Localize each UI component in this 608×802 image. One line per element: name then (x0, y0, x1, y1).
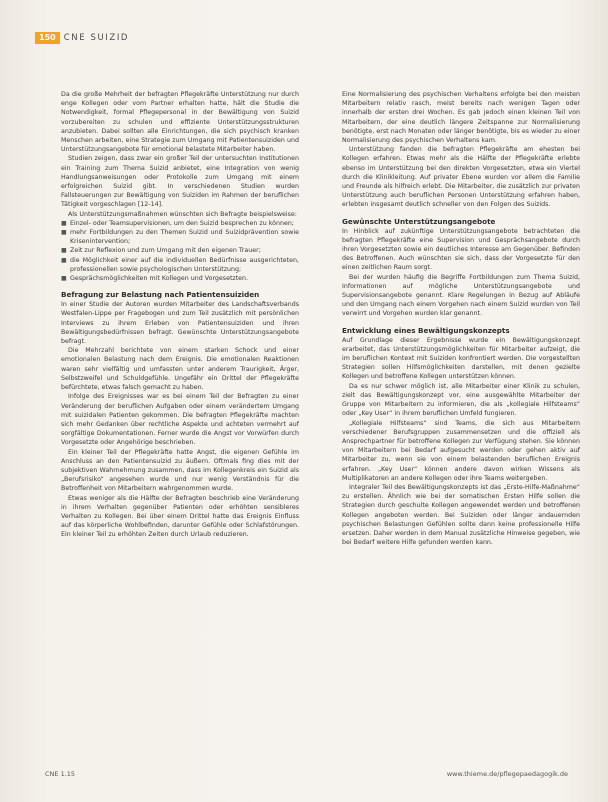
page-header (35, 31, 129, 44)
paragraph: In Hinblick auf zukünftige Unterstützungsangebote betrachteten die befragten Pflegekräfte eine Supervision und Gesprächsangebote durch ihren Vorgesetzten sowie ein deutliches Interesse am Gegenüber. Befinden des Betroffenen. Auch wünschten sie sich, dass der Vorgesetzte für den einen zeitlichen Raum sorgt. (342, 227, 580, 272)
list-item: ■ die Möglichkeit einer auf die individuellen Bedürfnisse ausgerichteten, professionellen sowie psychologischen Unterstützung; (61, 256, 299, 273)
page-footer (45, 770, 568, 778)
footer-left: CNE 1.15 (45, 770, 76, 778)
paragraph: Als Unterstützungsmaßnahmen wünschten sich Befragte beispielsweise: (68, 210, 297, 218)
paragraph: Studien zeigen, dass zwar ein großer Teil der untersuchten Institutionen ein Training zum Thema Suizid anbietet, eine Integration von wenig Handlungsanweisungen oder Protokolle zum Umgang mit einem erfolgreichen Suizid gibt. In verschiedenen Studien wurden Fallsteuerungen zur Bewältigung von Suiziden im Rahmen der beruflichen Tätigkeit vorgeschlagen [12-14]. (61, 155, 299, 209)
paragraph: Infolge des Ereignisses war es bei einem Teil der Befragten zu einer Veränderung der beruflichen Aufgaben oder einem verändertem Umgang mit suizidalen Patienten gekommen. Die befragten Pflegekräfte machten sich mehr Gedanken über rechtliche Aspekte und achteten vermehrt auf sorgfältige Dokumentationen. Ferner wurde die Angst vor Vorwürfen durch Vorgesetzte oder Angehörige beschrieben. (61, 393, 299, 447)
list-item: ■ Einzel- oder Teamsupervisionen, um den Suizid besprechen zu können; (61, 219, 294, 227)
right-column (342, 90, 580, 547)
page-number-badge: 150 (35, 32, 60, 44)
bullet-list (61, 219, 299, 283)
list-item: ■ mehr Fortbildungen zu den Themen Suizid und Suizidprävention sowie Krisenintervention; (61, 229, 299, 246)
paragraph: Da die große Mehrheit der befragten Pflegekräfte Unterstützung nur durch enge Kollegen oder vom Partner erhalten hatte, hält die Studie die Notwendigkeit, formal Pflegepersonal in der Bewältigung von Suizid vorzubereiten zu schulen und effiziente Unterstützungsstrukturen anzubieten. Dabei sollten alle Einrichtungen, die sich psychisch kranken Menschen arbeiten, eine Strategie zum Umgang mit Patientensuiziden und Unterstützungsangebote für emotional belastete Mitarbeiter haben. (61, 91, 299, 154)
list-item: ■ Gesprächsmöglichkeiten mit Kollegen und Vorgesetzten. (61, 275, 249, 283)
paragraph: Integraler Teil des Bewältigungskonzepts ist das „Erste-Hilfe-Maßnahme“ zu erstellen. Ähnlich wie bei der somatischen Ersten Hilfe sollen die Strategien durch geschulte Kollegen angewendet werden und betroffenen Kollegen angeboten werden. Bei Suiziden oder länger andauernden psychischen Belastungen Gefühlen sollte dann keine professionelle Hilfe ersetzen. Daher werden in dem Manual zusätzliche Hinweise gegeben, wie bei Bedarf weitere Hilfe gefunden werden kann. (342, 483, 580, 547)
footer-url: www.thieme.de/pflegepaedagogik.de (446, 770, 568, 778)
section-heading: Entwicklung eines Bewältigungskonzepts (342, 325, 510, 335)
paragraph: Ein kleiner Teil der Pflegekräfte hatte Angst, die eigenen Gefühle im Anschluss an den Patientensuizid zu äußern. Oftmals fing dies mit der subjektiven Wahrnehmung zusammen, dass im Kollegenkreis ein Suizid als „Berufsrisiko“ angesehen wurde und nur wenig Verständnis für die Betroffenheit von Mitarbeitern wahrgenommen wurde. (61, 448, 299, 493)
bullet-icon: ■ (61, 275, 67, 283)
bullet-icon: ■ (61, 256, 67, 264)
running-head: CNE SUIZID (63, 32, 130, 43)
bullet-icon: ■ (61, 247, 67, 255)
paragraph: Auf Grundlage dieser Ergebnisse wurde ein Bewältigungskonzept erarbeitet, das Unterstützungsmöglichkeiten für Mitarbeiter aufzeigt, die im beruflichen Kontext mit Suiziden konfrontiert werden. Die vorgestellten Strategien sollen Hilfsmöglichkeiten darstellen, mit denen gezielte Kollegen und betroffene Kollegen unterstützen können. (342, 336, 580, 381)
paragraph: Unterstützung fanden die befragten Pflegekräfte am ehesten bei Kollegen erfahren. Etwas mehr als die Hälfte der Pflegekräfte erlebte ebenso im Unterstützung bei den direkten Vorgesetzten, etwa ein Viertel durch die Klinikleitung. Auf privater Ebene wurden vor allem die Familie und Freunde als hilfreich erlebt. Die Mitarbeiter, die zusätzlich zur privaten Unterstützung auch beruflichen Personen Unterstützung erfahren haben, erlebten insgesamt deutlich schneller von den Folgen des Suizids. (342, 146, 580, 209)
bullet-icon: ■ (61, 229, 67, 237)
paragraph: „Kollegiale Hilfsteams“ sind Teams, die sich aus Mitarbeitern verschiedener Berufsgruppen zusammensetzen und die offiziell als Ansprechpartner für betroffene Kollegen zur Verfügung stehen. Sie können von Mitarbeitern bei Bedarf aufgesucht werden oder gehen aktiv auf Mitarbeiter zu, wenn sie von einem belastenden beruflichen Ereignis erfahren. „Key User“ können andere davon wirken Wissens als Multiplikatoren an andere Kollegen oder ihre Teams weitergeben. (342, 419, 580, 482)
left-column (61, 90, 299, 540)
paragraph: In einer Studie der Autoren wurden Mitarbeiter des Landschaftsverbands Westfalen-Lippe per Fragebogen und zum Teil zusätzlich mit persönlichen Interviews zu ihrem Erleben von Patientensuiziden und ihren Bewältigungsbedürfnissen befragt. Gewünschte Unterstützungsangebote befragt. (61, 301, 299, 346)
paragraph: Bei der wurden häufig die Begriffe Fortbildungen zum Thema Suizid, Informationen auf mögliche Unterstützungsangebote und Supervisionsangebote genannt. Klare Regelungen in Bezug auf Abläufe und den Umgang nach einem Vorgehen nach einem Suizid wurden von Teil verwirrt und Vorgehen wurden klar genannt. (342, 273, 580, 318)
section-heading: Befragung zur Belastung nach Patientensuiziden (61, 290, 260, 300)
paragraph: Die Mehrzahl berichtete von einem starken Schock und einer emotionalen Belastung nach dem Ereignis. Die emotionalen Reaktionen waren sehr vielfältig und umfassten unter anderem Traurigkeit, Ärger, Selbstzweifel und Schuldgefühle. Ungefähr ein Drittel der Pflegekräfte befürchtete, etwas falsch gemacht zu haben. (61, 347, 299, 392)
paragraph: Eine Normalisierung des psychischen Verhaltens erfolgte bei den meisten Mitarbeitern relativ rasch, meist bereits nach wenigen Tagen oder innerhalb der ersten drei Wochen. Es gab jedoch einen kleinen Teil von Mitarbeitern, der eine deutlich längere Zeitspanne zur Normalisierung benötigte, erst nach Monaten oder länger benötigte, bis es wieder zu einer Normalisierung des psychischen Verhaltens kam. (342, 91, 580, 145)
section-heading: Gewünschte Unterstützungsangebote (342, 216, 496, 226)
bullet-icon: ■ (61, 219, 67, 227)
paragraph: Etwas weniger als die Hälfte der Befragten beschrieb eine Veränderung in ihrem Verhalten gegenüber Patienten oder erhöhten sensibleres Verhalten zu Kollegen. Bei über einem Drittel hatte das Ereignis Einfluss auf das körperliche Wohlbefinden, darunter Gefühle oder Schlafstörungen. Ein kleiner Teil zu erhöhten Zeiten durch Urlaub reduzieren. (61, 494, 299, 539)
paragraph: Da es nur schwer möglich ist, alle Mitarbeiter einer Klinik zu schulen, zielt das Bewältigungskonzept vor, eine ausgewählte Mitarbeiter der Gruppe von Mitarbeitern zu informieren, die als „kollegiale Hilfsteams“ oder „Key User“ in ihrem beruflichen Umfeld fungieren. (342, 382, 580, 418)
list-item: ■ Zeit zur Reflexion und zum Umgang mit den eigenen Trauer; (61, 247, 261, 255)
